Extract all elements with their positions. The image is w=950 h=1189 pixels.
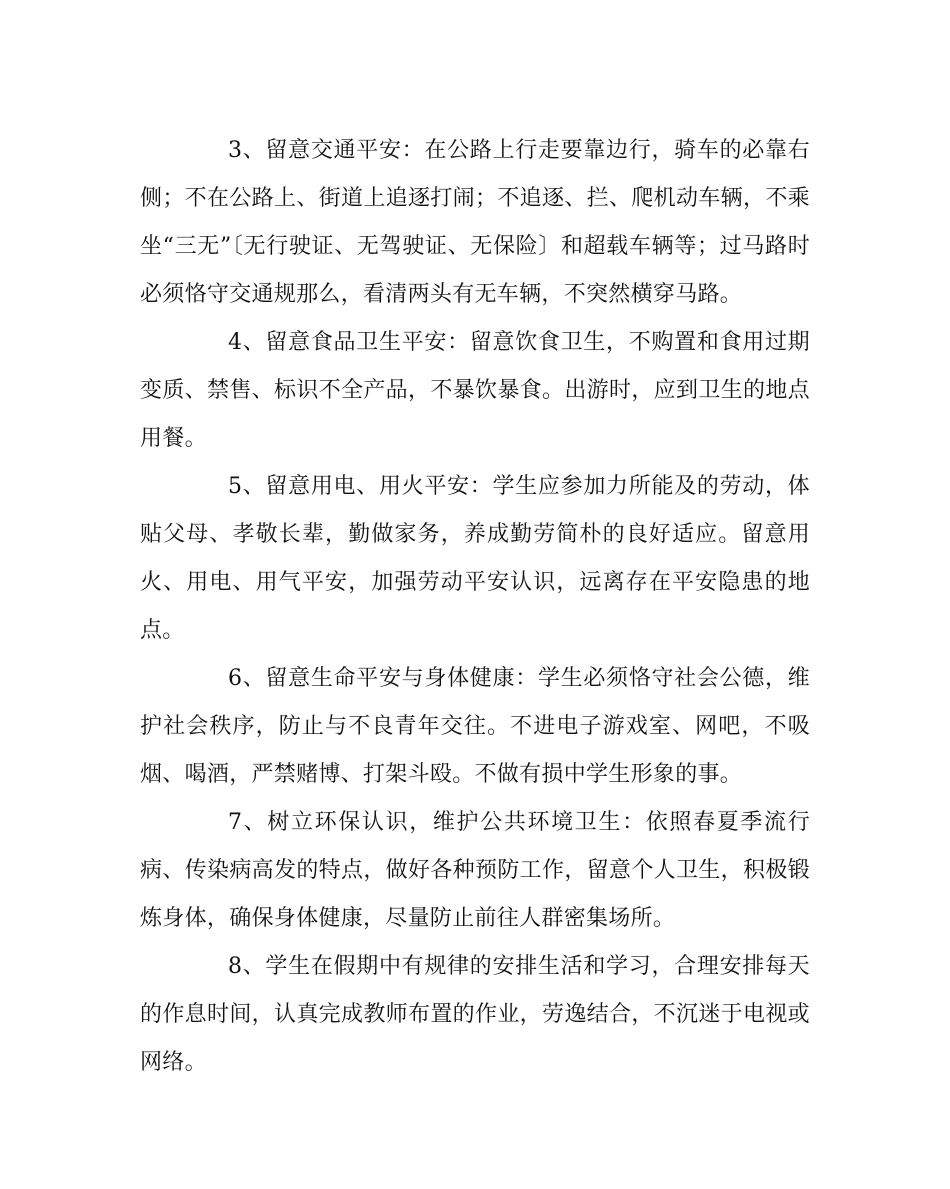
document-body [140, 127, 810, 1087]
paragraph-study-schedule: 8、学生在假期中有规律的安排生活和学习，合理安排每天的作息时间，认真完成教师布置的作业，劳逸结合，不沉迷于电视或网络。 [140, 954, 810, 1075]
paragraph-environment-hygiene: 7、树立环保认识，维护公共环境卫生：依照春夏季流行病、传染病高发的特点，做好各种预防工作，留意个人卫生，积极锻炼身体，确保身体健康，尽量防止前往人群密集场所。 [140, 810, 810, 931]
paragraph-electricity-fire-safety: 5、留意用电、用火平安：学生应参加力所能及的劳动，体贴父母、孝敬长辈，勤做家务，养成勤劳简朴的良好适应。留意用火、用电、用气平安，加强劳动平安认识，远离存在平安隐患的地点。 [140, 474, 810, 643]
paragraph-traffic-safety: 3、留意交通平安：在公路上行走要靠边行，骑车的必靠右侧；不在公路上、街道上追逐打闹；不追逐、拦、爬机动车辆，不乘坐“三无”〔无行驶证、无驾驶证、无保险〕和超载车辆等；过马路时必须恪守交通规那么，看清两头有无车辆，不突然横穿马路。 [140, 138, 810, 307]
paragraph-life-health-safety: 6、留意生命平安与身体健康：学生必须恪守社会公德，维护社会秩序，防止与不良青年交往。不进电子游戏室、网吧，不吸烟、喝酒，严禁赌博、打架斗殴。不做有损中学生形象的事。 [140, 666, 810, 787]
paragraph-food-safety: 4、留意食品卫生平安：留意饮食卫生，不购置和食用过期变质、禁售、标识不全产品，不暴饮暴食。出游时，应到卫生的地点用餐。 [140, 330, 810, 451]
